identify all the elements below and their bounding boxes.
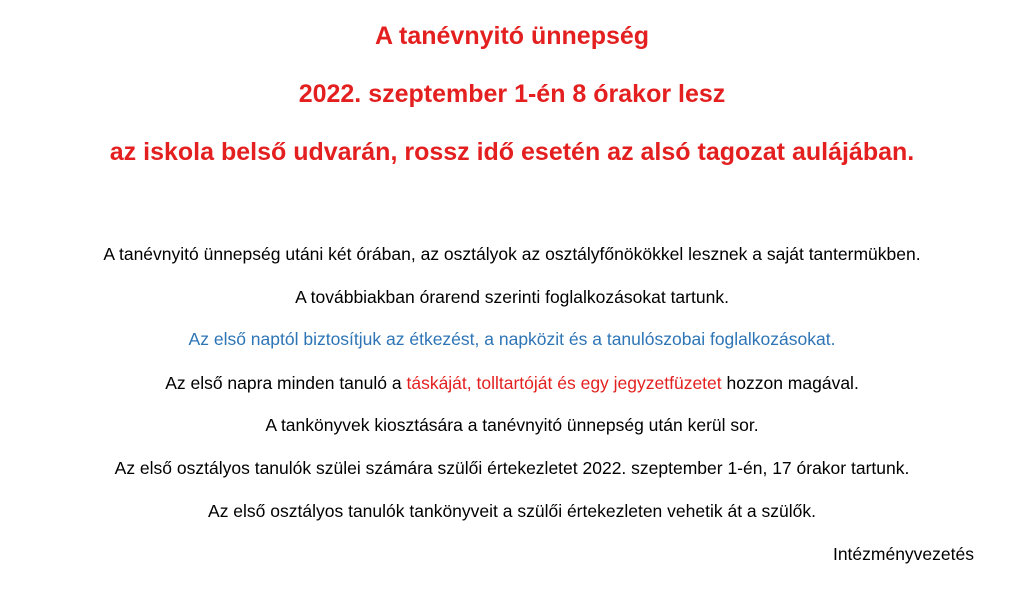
paragraph-textbooks: A tankönyvek kiosztására a tanévnyitó ünnepség után kerül sor. [265,415,759,435]
paragraph-supplies [0,372,1024,394]
paragraph-parent-meeting: Az első osztályos tanulók szülei számára szülői értekezletet 2022. szeptember 1-én, 17 órakor tartunk. [114,458,910,478]
supplies-highlight: táskáját, tolltartóját és egy jegyzetfüzetet [406,373,722,393]
paragraph-services: Az első naptól biztosítjuk az étkezést, a napközit és a tanulószobai foglalkozásokat. [188,329,836,349]
supplies-text-after: hozzon magával. [721,373,859,393]
paragraph-classes: A tanévnyitó ünnepség utáni két órában, az osztályok az osztályfőnökökkel lesznek a saját tantermükben. [103,244,921,264]
paragraph-schedule: A továbbiakban órarend szerinti foglalkozásokat tartunk. [295,287,729,307]
signature: Intézményvezetés [832,544,974,564]
headline-date: 2022. szeptember 1-én 8 órakor lesz [298,80,726,108]
headline-title: A tanévnyitó ünnepség [374,22,650,50]
supplies-text-before: Az első napra minden tanuló a [165,373,407,393]
paragraph-textbook-pickup: Az első osztályos tanulók tankönyveit a szülői értekezleten vehetik át a szülők. [208,501,816,521]
headline-location: az iskola belső udvarán, rossz idő esetén az alsó tagozat aulájában. [109,138,915,166]
